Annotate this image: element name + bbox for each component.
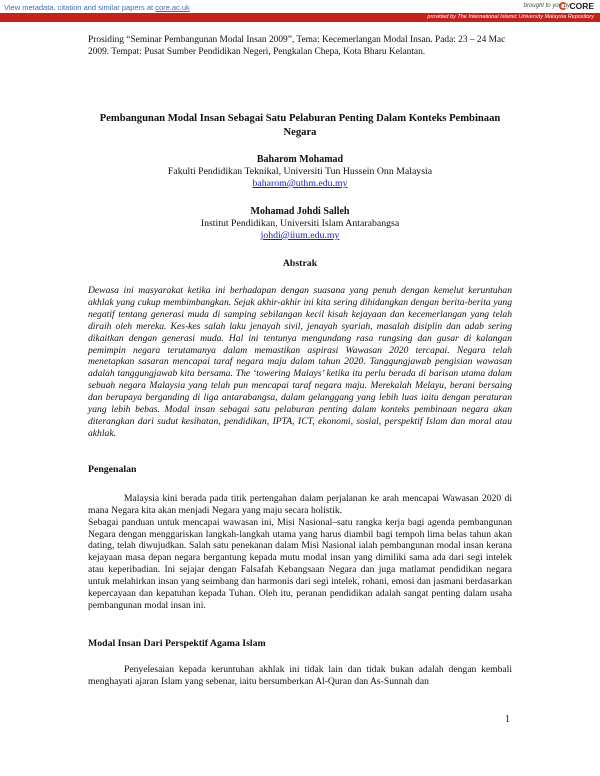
paper-title: Pembangunan Modal Insan Sebagai Satu Pelaburan Penting Dalam Konteks Pembinaan Negara [99,113,501,138]
view-metadata-text [4,3,190,12]
intro-paragraph-2: Sebagai panduan untuk mencapai wawasan ini, Misi Nasional–satu rangka kerja bagi agenda pembangunan Negara dengan menggariskan langkah-langkah utama yang harus diambil bagi tempoh lima belas tahun akan dating, telah diwujudkan. Salah satu penekanan dalam Misi Nasional ialah pembangunan modal insan kerana kejayaan masa depan negara bergantung kepada mutu modal insan yang dimiliki sama ada dari segi intelek atau keperibadian. Ini sejajar dengan Falsafah Kebangsaan Negara dan juga matlamat pendidikan negara untuk melahirkan insan yang seimbang dan harmonis dari segi intelek, rohani, emosi dan jasmani berdasarkan kepercayaan dan kepatuhan kepada Tuhan. Oleh itu, peranan pendidikan adalah sangat penting dalam usaha pembangunan modal insan ini. [88,516,512,611]
section-heading-introduction: Pengenalan [88,463,137,475]
abstract-heading: Abstrak [282,258,318,269]
author-name-1: Baharom Mohamad [256,154,344,165]
page-number: 1 [505,714,510,725]
paper-page [88,34,512,688]
section-heading-islam: Modal Insan Dari Perspektif Agama Islam [88,637,266,649]
abstract-text: Dewasa ini masyarakat ketika ini berhadapan dengan suasana yang penuh dengan kemelut keruntuhan akhlak yang cukup membimbangkan. Sejak akhir-akhir ini kita sering dihidangkan dengan berita-berita yang negatif tentang generasi muda di samping sebilangan kecil kisah kejayaan dan kecemerlangan yang telah diraih oleh mereka. Kes-kes salah laku jenayah sivil, jenayah syariah, masalah disiplin dan adab sering dikaitkan dengan generasi muda. Hal ini tentunya mengundang rasa rungsing dan gusar di kalangan pemimpin negara terutamanya dalam memastikan aspirasi Wawasan 2020 tercapai. Negara telah menetapkan sasaran mencapai taraf negara maju dalam tahun 2020. Tanggungjawab pengisian wawasan adalah tanggungjawab kita bersama. The ‘towering Malays’ ketika itu perlu berada di barisan utama dalam sebuah negara Malaysia yang telah pun mencapai taraf negara maju. Merekalah Melayu, berani bersaing dan berupaya berganding di liga antarabangsa, dalam gelanggang yang lebih luas iaitu dengan peraturan yang lebih bebas. Modal insan sebagai satu pelaburan penting dalam konteks pembinaan negara akan diterangkan dari sudut kesihatan, pendidikan, IPTA, ICT, ekonomi, sosial, perspektif Islam dan moral atau akhlak. [88,285,512,439]
provided-by-bar [0,13,600,22]
author-name-2: Mohamad Johdi Salleh [250,206,350,217]
core-link[interactable]: core.ac.uk [155,3,190,12]
intro-paragraph-1: Malaysia kini berada pada titik pertengahan dalam perjalanan ke arah mencapai Wawasan 2020 di mana Negara kita akan menjadi Negara yang maju secara holistik. [88,492,512,516]
core-logo-label: CORE [569,1,594,11]
islam-paragraph-1: Penyelesaian kepada keruntuhan akhlak ini tidak lain dan tidak bukan adalah dengan kembali menghayati ajaran Islam yang sebenar, iaitu bersumberkan Al-Quran dan As-Sunnah dan [88,663,512,687]
view-metadata-label: View metadata, citation and similar papers at [4,3,156,12]
core-logo-icon [559,2,567,10]
author-email-1[interactable]: baharom@uthm.edu.my [252,178,348,189]
core-logo[interactable] [559,1,594,11]
author-affiliation-2: Institut Pendidikan, Universiti Islam Antarabangsa [200,218,400,229]
core-top-bar [0,0,600,12]
brought-by-text: brought to you by [523,3,570,9]
author-affiliation-1: Fakulti Pendidikan Teknikal, Universiti Tun Hussein Onn Malaysia [167,166,433,177]
proceedings-note: Prosiding “Seminar Pembangunan Modal Insan 2009”, Tema: Kecemerlangan Modal Insan. Pada: 23 – 24 Mac 2009. Tempat: Pusat Sumber Pendidikan Negeri, Pengkalan Chepa, Kota Bharu Kelantan. [88,35,506,57]
provided-by-text: provided by The International Islamic University Malaysia Repository [427,14,594,20]
author-email-2[interactable]: johdi@iium.edu.my [260,230,340,241]
